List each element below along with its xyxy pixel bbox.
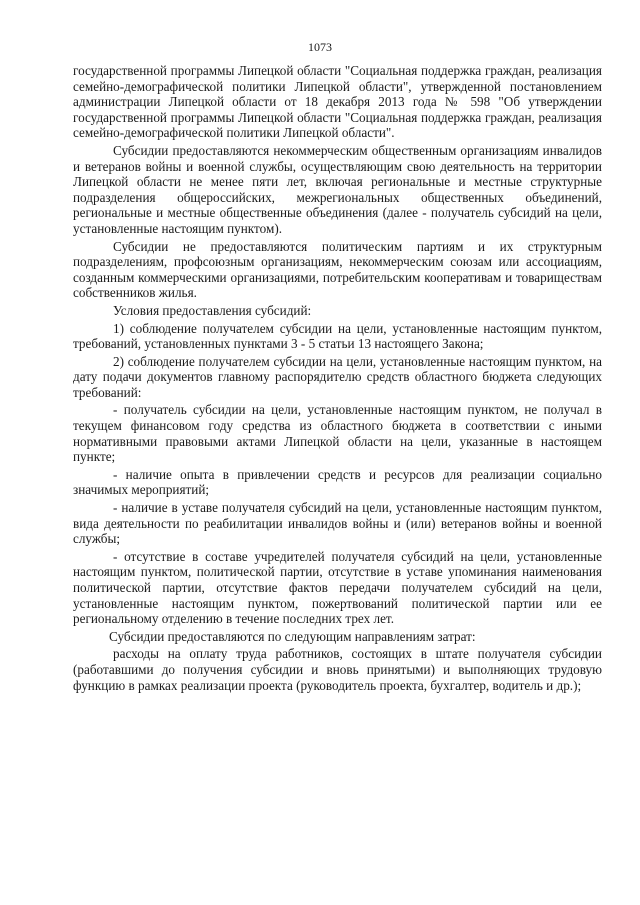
paragraph-3: Субсидии не предоставляются политическим партиям и их структурным подразделениям, профсоюзным организациям, некоммерческим союзам или ассоциациям, созданным коммерческими организациями, потребительским кооперативам и товариществам собственников жилья. bbox=[73, 238, 602, 301]
paragraph-11: Субсидии предоставляются по следующим направлениям затрат: bbox=[109, 628, 476, 644]
page-number: 1073 bbox=[308, 40, 332, 54]
paragraph-7: - получатель субсидии на цели, установленные настоящим пунктом, не получал в текущем финансовом году средства из областного бюджета в соответствии с иными нормативными правовыми актами Липецкой области на цели, указанные в настоящем пункте; bbox=[73, 402, 602, 465]
paragraph-2: Субсидии предоставляются некоммерческим общественным организациям инвалидов и ветеранов войны и военной службы, осуществляющим свою деятельность на территории Липецкой области не менее пяти лет, включая региональные и местные структурные подразделения общероссийских, межрегиональных общественных объединений, региональные и местные общественные объединения (далее - получатель субсидий на цели, установленные настоящим пунктом). bbox=[73, 142, 602, 236]
paragraph-1: государственной программы Липецкой области "Социальная поддержка граждан, реализация семейно-демографической политики Липецкой области", утвержденной постановлением администрации Липецкой области от 18 декабря 2013 года № 598 "Об утверждении государственной программы Липецкой области "Социальная поддержка граждан, реализация семейно-демографической политики Липецкой области". bbox=[73, 63, 602, 141]
paragraph-10: - отсутствие в составе учредителей получателя субсидий на цели, установленные настоящим пунктом, политической партии, отсутствие в уставе упоминания наименования политической партии, отсутствие фактов передачи получателем субсидий на цели, установленные настоящим пунктом, пожертвований политической партии или ее региональному отделению в течение последних трех лет. bbox=[73, 548, 602, 627]
paragraph-12: расходы на оплату труда работников, состоящих в штате получателя субсидии (работавшими до получения субсидии и вновь принятыми) и выполняющих трудовую функцию в рамках реализации проекта (руководитель проекта, бухгалтер, водитель и др.); bbox=[73, 646, 602, 693]
paragraph-8: - наличие опыта в привлечении средств и ресурсов для реализации социально значимых мероприятий; bbox=[73, 466, 602, 498]
paragraph-9: - наличие в уставе получателя субсидий на цели, установленные настоящим пунктом, вида деятельности по реабилитации инвалидов войны и (или) ветеранов войны и военной службы; bbox=[73, 500, 602, 547]
paragraph-6: 2) соблюдение получателем субсидии на цели, установленные настоящим пунктом, на дату подачи документов главному распорядителю средств областного бюджета следующих требований: bbox=[73, 353, 602, 400]
paragraph-5: 1) соблюдение получателем субсидии на цели, установленные настоящим пунктом, требований, установленных пунктами 3 - 5 статьи 13 настоящего Закона; bbox=[73, 320, 602, 352]
paragraph-4: Условия предоставления субсидий: bbox=[113, 302, 312, 318]
